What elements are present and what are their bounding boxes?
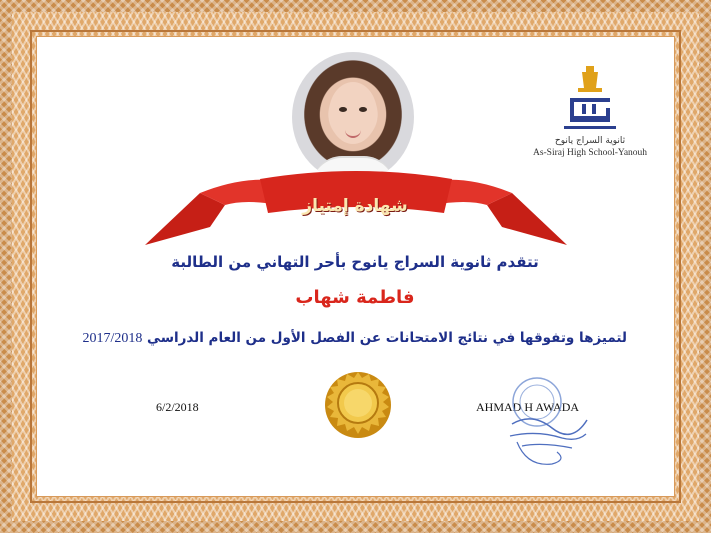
issue-date: 6/2/2018: [156, 400, 199, 414]
reason-line: [82, 330, 627, 347]
student-name: فاطمة شهاب: [295, 287, 415, 308]
gold-seal-icon: [323, 370, 393, 440]
photo-eye-right: [359, 107, 367, 112]
school-stamp-signature: [482, 372, 592, 472]
photo-eye-left: [339, 107, 347, 112]
school-name-en: As-Siraj High School-Yanouh: [532, 148, 648, 158]
signatory-name: AHMAD H AWADA: [476, 400, 580, 414]
school-name-ar: ثانوية السراج يانوح: [554, 136, 626, 146]
student-photo: [292, 52, 414, 182]
academic-year: 2017/2018: [82, 331, 143, 346]
school-logo: [530, 64, 650, 164]
ribbon-right-tail: [487, 193, 567, 245]
ribbon-left-tail: [145, 193, 225, 245]
reason-text: لتميزها وتفوقها في نتائج الامتحانات عن الفصل الأول من العام الدراسي: [147, 330, 627, 346]
certificate-title: شهادة إمتياز: [302, 196, 408, 216]
lamp-logo-icon: [560, 64, 620, 134]
congratulation-line: تتقدم ثانوية السراج يانوح بأحر التهاني من الطالبة: [171, 253, 539, 271]
